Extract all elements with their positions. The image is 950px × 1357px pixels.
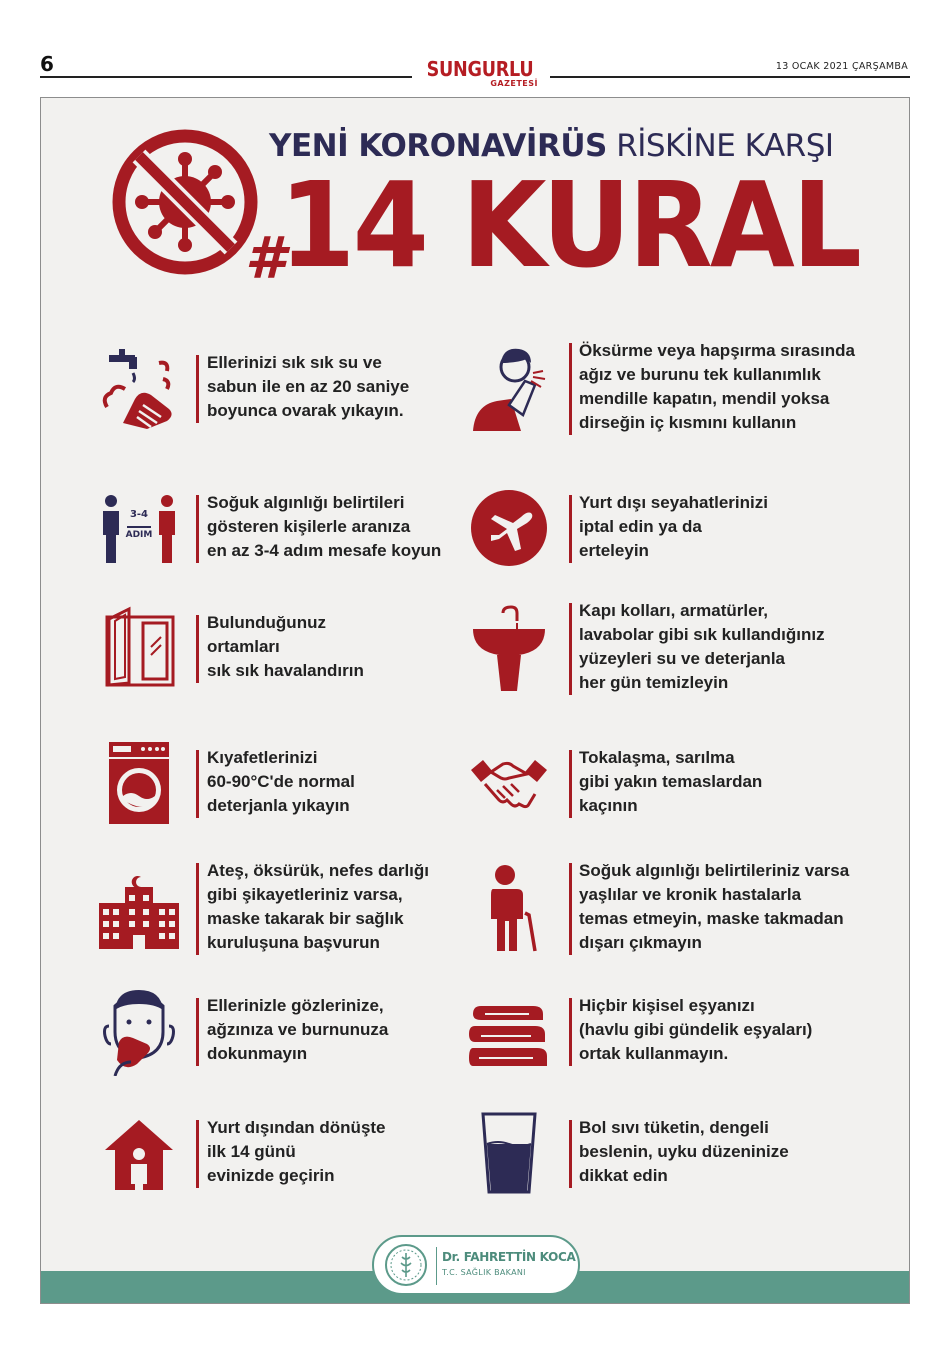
rule-text-line: yüzeyleri su ve deterjanla [579,649,785,668]
rule-text-line: Kapı kolları, armatürler, [579,601,768,620]
rule-text-line: Bulunduğunuz [207,613,326,632]
subtitle-light: RİSKİNE KARŞI [606,128,834,164]
page-number: 6 [40,52,54,76]
rule-accent-bar [196,355,199,423]
rule-accent-bar [196,495,199,563]
rule-text-line: lavabolar gibi sık kullandığınız [579,625,825,644]
rule-accent-bar [569,998,572,1066]
rule-text [207,611,364,683]
rule-text-line: Kıyafetlerinizi [207,748,318,767]
rule-text [579,599,825,695]
water-glass-icon [469,1108,549,1198]
badge-divider [436,1247,437,1285]
rule-text-line: Soğuk algınlığı belirtileri [207,493,405,512]
stay-home-icon [99,1108,179,1198]
rule-text [207,351,409,423]
rule-text-line: Bol sıvı tüketin, dengeli [579,1118,769,1137]
issue-date: 13 OCAK 2021 ÇARŞAMBA [775,61,908,72]
rule-text [207,1116,386,1188]
rule-text-line: sabun ile en az 20 saniye [207,377,410,396]
rule-text-line: Soğuk algınlığı belirtileriniz varsa [579,861,850,880]
rule-text-line: deterjanla yıkayın [207,796,350,815]
rule-text [579,339,855,435]
rule-text [207,859,429,955]
distance-value-label: 3-4 [129,509,149,520]
rule-text-line: sık sık havalandırın [207,661,364,680]
rule-text-line: Ellerinizle gözlerinize, [207,996,384,1015]
rule-text-line: mendille kapatın, mendil yoksa [579,389,830,408]
rule-accent-bar [569,750,572,818]
rule-accent-bar [569,1120,572,1188]
handshake-icon [469,738,549,828]
rule-text-line: dışarı çıkmayın [579,933,702,952]
rule-text-line: ağzınıza ve burnunuza [207,1020,389,1039]
rule-text-line: gibi yakın temaslardan [579,772,763,791]
rule-accent-bar [196,615,199,683]
rule-text-line: Tokalaşma, sarılma [579,748,735,767]
rule-text-line: Yurt dışından dönüşte [207,1118,386,1137]
rule-text-line: yaşlılar ve kronik hastalarla [579,885,802,904]
rule-text-line: erteleyin [579,541,649,560]
rule-text [207,491,441,563]
rule-accent-bar [196,1120,199,1188]
rule-text-line: iptal edin ya da [579,517,702,536]
logo-sub-text: GAZETESİ [490,79,538,88]
minister-role: T.C. SAĞLIK BAKANI [442,1268,526,1277]
rule-text-line: ağız ve burunu tek kullanımlık [579,365,821,384]
banned-virus-icon [111,128,259,276]
rule-text [207,994,388,1066]
rule-text-line: maske takarak bir sağlık [207,909,404,928]
rule-text-line: evinizde geçirin [207,1166,335,1185]
social-distance-icon [99,483,179,573]
title-hashtag: # [245,224,286,292]
rule-accent-bar [196,998,199,1066]
washing-machine-icon [99,738,179,828]
poster [40,97,910,1304]
rule-text-line: dikkat edin [579,1166,668,1185]
distance-unit-label: ADIM [125,530,153,540]
hospital-icon [99,863,179,953]
rule-text-line: ortamları [207,637,280,656]
cough-into-elbow-icon [469,343,549,433]
rule-text-line: beslenin, uyku düzeninize [579,1142,789,1161]
rule-text-line: kuruluşuna başvurun [207,933,380,952]
rule-text [579,859,849,955]
airplane-icon [469,483,549,573]
subtitle-bold: YENİ KORONAVİRÜS [269,128,607,164]
rule-text [579,994,812,1066]
rule-accent-bar [196,750,199,818]
rule-text-line: Ateş, öksürük, nefes darlığı [207,861,430,880]
window-icon [99,603,179,693]
header-rule-left [40,76,412,78]
rule-text-line: temas etmeyin, maske takmadan [579,909,844,928]
rule-text [579,746,762,818]
rule-text-line: dirseğin iç kısmını kullanın [579,413,797,432]
rule-accent-bar [196,863,199,955]
elderly-person-icon [469,863,549,953]
rule-accent-bar [569,343,572,435]
rule-accent-bar [569,863,572,955]
header-rule-right [550,76,910,78]
newspaper-logo[interactable] [418,58,542,88]
rule-accent-bar [569,495,572,563]
sink-icon [469,603,549,693]
rule-text-line: her gün temizleyin [579,673,729,692]
rule-text-line: gösteren kişilerle aranıza [207,517,411,536]
minister-name: Dr. FAHRETTİN KOCA [442,1250,576,1264]
towels-icon [469,986,549,1076]
rule-text [579,1116,789,1188]
handwash-icon [99,343,179,433]
rule-text-line: (havlu gibi gündelik eşyaları) [579,1020,813,1039]
rule-text-line: gibi şikayetleriniz varsa, [207,885,403,904]
rule-text-line: Öksürme veya hapşırma sırasında [579,341,855,360]
rule-text-line: dokunmayın [207,1044,308,1063]
touching-face-icon [99,986,179,1076]
rule-text-line: ilk 14 günü [207,1142,296,1161]
rule-text-line: ortak kullanmayın. [579,1044,729,1063]
rule-text-line: boyunca ovarak yıkayın. [207,401,404,420]
rule-text [207,746,355,818]
logo-main-text: SUNGURLU [426,57,534,81]
rule-text-line: Ellerinizi sık sık su ve [207,353,382,372]
ministry-seal-icon [384,1243,428,1287]
rule-text-line: 60-90°C'de normal [207,772,355,791]
minister-badge [372,1235,580,1295]
poster-title: 14 KURAL [279,156,860,294]
rule-text [579,491,768,563]
rule-text-line: Hiçbir kişisel eşyanızı [579,996,755,1015]
rule-accent-bar [569,603,572,695]
rule-text-line: en az 3-4 adım mesafe koyun [207,541,442,560]
rule-text-line: Yurt dışı seyahatlerinizi [579,493,768,512]
rule-text-line: kaçının [579,796,638,815]
